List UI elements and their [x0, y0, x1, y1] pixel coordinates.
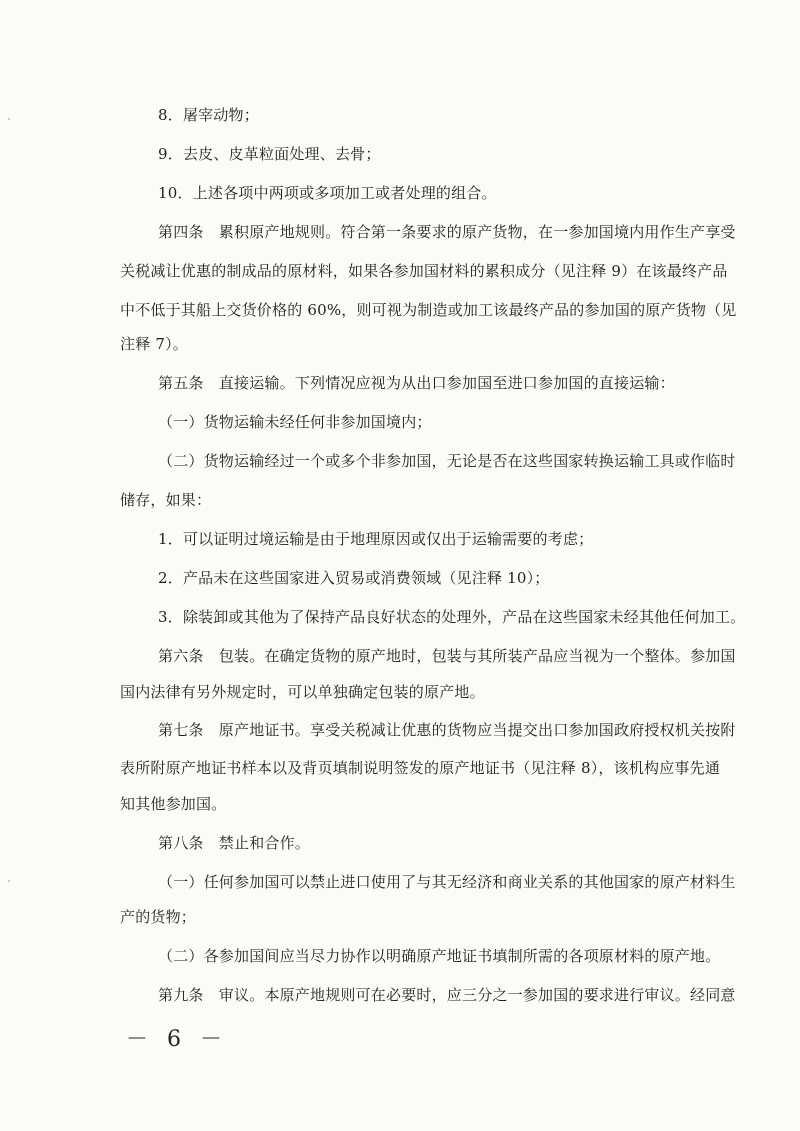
text-line: 关税减让优惠的制成品的原材料，如果各参加国材料的累积成分（见注释 9）在该最终产品 [120, 262, 728, 280]
text-line: 2．产品未在这些国家进入贸易或消费领域（见注释 10）； [158, 569, 550, 587]
text-line: 知其他参加国。 [120, 795, 227, 813]
scan-speck [8, 880, 10, 882]
text-line: 第八条 禁止和合作。 [158, 834, 311, 852]
text-line: 第七条 原产地证书。享受关税减让优惠的货物应当提交出口参加国政府授权机关按附 [158, 721, 736, 739]
text-line: （二）各参加国间应当尽力协作以明确原产地证书填制所需的各项原材料的原产地。 [158, 947, 721, 965]
text-line: 第四条 累积原产地规则。符合第一条要求的原产货物，在一参加国境内用作生产享受 [158, 223, 736, 241]
text-line: （一）任何参加国可以禁止进口使用了与其无经济和商业关系的其他国家的原产材料生 [158, 873, 736, 891]
text-line: 第五条 直接运输。下列情况应视为从出口参加国至进口参加国的直接运输： [158, 374, 675, 392]
scan-speck [8, 118, 10, 120]
text-line: 3．除装卸或其他为了保持产品良好状态的处理外，产品在这些国家未经其他任何加工。 [158, 608, 746, 626]
text-line: 第六条 包装。在确定货物的原产地时，包装与其所装产品应当视为一个整体。参加国 [158, 647, 736, 665]
text-line: 8．屠宰动物； [158, 106, 259, 124]
text-line: 注释 7）。 [120, 335, 189, 353]
text-line: 中不低于其船上交货价格的 60%，则可视为制造或加工该最终产品的参加国的原产货物（见 [120, 301, 737, 319]
text-line: 储存，如果： [120, 491, 212, 509]
text-line: 10．上述各项中两项或多项加工或者处理的组合。 [158, 184, 497, 202]
text-line: 9．去皮、皮革粒面处理、去骨； [158, 145, 381, 163]
text-line: 表所附原产地证书样本以及背页填制说明签发的原产地证书（见注释 8），该机构应事先通 [120, 759, 721, 777]
text-line: 第九条 审议。本原产地规则可在必要时，应三分之一参加国的要求进行审议。经同意 [158, 986, 736, 1004]
text-line: （二）货物运输经过一个或多个非参加国，无论是否在这些国家转换运输工具或作临时 [158, 452, 736, 470]
text-line: 国内法律有另外规定时，可以单独确定包装的原产地。 [120, 683, 485, 701]
text-line: 产的货物； [120, 908, 197, 926]
page-number: － 6 － [126, 1027, 228, 1052]
text-line: （一）货物运输未经任何非参加国境内； [158, 413, 432, 431]
text-line: 1．可以证明过境运输是由于地理原因或仅出于运输需要的考虑； [158, 530, 594, 548]
